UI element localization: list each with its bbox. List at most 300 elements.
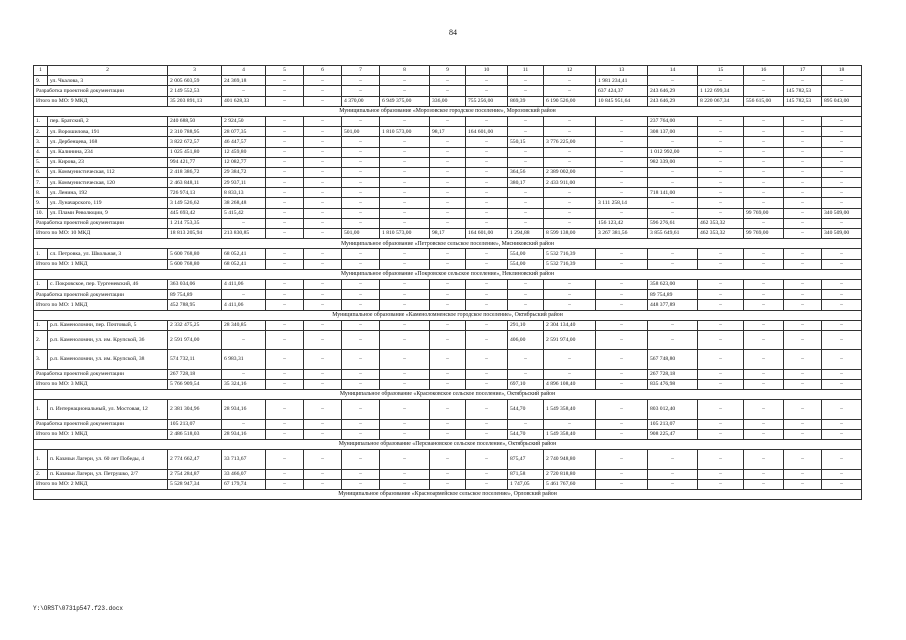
table-cell: 5 600 768,80 bbox=[168, 259, 222, 269]
table-cell: – bbox=[304, 147, 342, 157]
table-cell: 6 190 526,00 bbox=[544, 96, 596, 106]
table-cell: – bbox=[822, 350, 862, 369]
table-cell: – bbox=[222, 419, 266, 429]
table-cell: 567 748,80 bbox=[648, 350, 698, 369]
table-cell: – bbox=[430, 208, 466, 218]
table-cell: – bbox=[784, 188, 822, 198]
table-cell: 2 381 304,96 bbox=[168, 400, 222, 419]
table-cell: – bbox=[304, 350, 342, 369]
table-cell: 2 720 818,80 bbox=[544, 469, 596, 479]
table-cell: – bbox=[304, 469, 342, 479]
summary-row bbox=[34, 96, 862, 106]
table-cell: 12 459,80 bbox=[222, 147, 266, 157]
table-cell: 308 137,00 bbox=[648, 127, 698, 137]
table-cell: – bbox=[744, 76, 784, 86]
table-cell: – bbox=[466, 218, 508, 228]
table-cell: – bbox=[304, 157, 342, 167]
table-cell: – bbox=[266, 116, 304, 126]
table-cell: – bbox=[784, 290, 822, 300]
table-cell: – bbox=[544, 188, 596, 198]
table-cell: – bbox=[304, 86, 342, 96]
column-number: 7 bbox=[342, 66, 380, 76]
column-number: 12 bbox=[544, 66, 596, 76]
table-cell: – bbox=[784, 137, 822, 147]
column-number: 10 bbox=[466, 66, 508, 76]
table-cell: – bbox=[380, 350, 430, 369]
table-cell: – bbox=[266, 147, 304, 157]
column-number: 18 bbox=[822, 66, 862, 76]
summary-row bbox=[34, 259, 862, 269]
table-cell: 68 052,41 bbox=[222, 259, 266, 269]
table-cell: – bbox=[508, 279, 544, 289]
table-cell: – bbox=[266, 198, 304, 208]
table-cell: – bbox=[648, 198, 698, 208]
municipality-title: Муниципальное образование «Покровское сельское поселение», Неклиновский район bbox=[34, 269, 862, 279]
row-number: 1. bbox=[34, 279, 48, 289]
table-cell: – bbox=[342, 116, 380, 126]
table-cell: 145 782,53 bbox=[784, 86, 822, 96]
table-cell: – bbox=[544, 419, 596, 429]
table-cell: 2 433 911,00 bbox=[544, 178, 596, 188]
table-cell: – bbox=[596, 147, 648, 157]
table-cell: – bbox=[744, 137, 784, 147]
table-cell: – bbox=[430, 137, 466, 147]
table-cell: 35 203 891,13 bbox=[168, 96, 222, 106]
table-cell: – bbox=[648, 137, 698, 147]
table-cell: 406,00 bbox=[508, 330, 544, 349]
table-cell: – bbox=[698, 379, 744, 389]
summary-row bbox=[34, 419, 862, 429]
table-cell: – bbox=[822, 188, 862, 198]
table-cell: – bbox=[466, 400, 508, 419]
address-cell: ул. Кирова, 23 bbox=[48, 157, 168, 167]
table-cell: – bbox=[698, 279, 744, 289]
table-cell: – bbox=[430, 450, 466, 469]
column-number: 1 bbox=[34, 66, 48, 76]
table-cell: – bbox=[466, 147, 508, 157]
table-cell: – bbox=[698, 188, 744, 198]
table-cell: – bbox=[380, 290, 430, 300]
table-cell: – bbox=[266, 479, 304, 489]
table-cell: – bbox=[304, 116, 342, 126]
section-row bbox=[34, 106, 862, 116]
table-cell: 637 424,37 bbox=[596, 86, 648, 96]
table-cell: 2 774 662,47 bbox=[168, 450, 222, 469]
table-cell: – bbox=[380, 400, 430, 419]
table-cell: – bbox=[430, 419, 466, 429]
table-cell: – bbox=[744, 167, 784, 177]
table-cell: – bbox=[222, 330, 266, 349]
table-cell: – bbox=[784, 369, 822, 379]
column-number: 11 bbox=[508, 66, 544, 76]
row-number: 4. bbox=[34, 147, 48, 157]
table-cell: – bbox=[430, 86, 466, 96]
summary-label: Разработка проектной документации bbox=[34, 290, 168, 300]
column-number: 16 bbox=[744, 66, 784, 76]
table-cell: – bbox=[822, 300, 862, 310]
table-cell: – bbox=[784, 400, 822, 419]
table-cell: – bbox=[266, 330, 304, 349]
table-cell: – bbox=[822, 147, 862, 157]
table-cell: – bbox=[784, 157, 822, 167]
table-cell: – bbox=[342, 86, 380, 96]
table-cell: – bbox=[222, 369, 266, 379]
table-cell: – bbox=[430, 188, 466, 198]
table-cell: – bbox=[466, 76, 508, 86]
table-cell: – bbox=[544, 147, 596, 157]
table-cell: – bbox=[648, 330, 698, 349]
table-cell: 68 052,41 bbox=[222, 249, 266, 259]
table-cell: – bbox=[822, 450, 862, 469]
table-cell: – bbox=[698, 178, 744, 188]
table-cell: – bbox=[342, 419, 380, 429]
table-cell: – bbox=[784, 198, 822, 208]
table-cell: – bbox=[784, 208, 822, 218]
page-number: 84 bbox=[449, 28, 457, 37]
table-cell: – bbox=[380, 188, 430, 198]
table-cell: – bbox=[596, 249, 648, 259]
table-cell: – bbox=[744, 116, 784, 126]
table-cell: 1 549 358,40 bbox=[544, 400, 596, 419]
table-cell: 1 012 992,00 bbox=[648, 147, 698, 157]
table-cell: – bbox=[544, 76, 596, 86]
table-cell: – bbox=[266, 249, 304, 259]
table-cell: – bbox=[784, 350, 822, 369]
table-cell: – bbox=[508, 157, 544, 167]
table-cell: – bbox=[508, 369, 544, 379]
table-cell: – bbox=[698, 450, 744, 469]
municipality-title: Муниципальное образование «Каменоломненское городское поселение», Октябрьский район bbox=[34, 310, 862, 320]
table-cell: – bbox=[430, 429, 466, 439]
table-cell: – bbox=[698, 259, 744, 269]
table-cell: – bbox=[744, 279, 784, 289]
table-cell: – bbox=[380, 157, 430, 167]
table-row bbox=[34, 469, 862, 479]
table-body bbox=[34, 66, 862, 500]
table-cell: – bbox=[648, 167, 698, 177]
table-cell: 544,70 bbox=[508, 400, 544, 419]
table-cell: 237 764,00 bbox=[648, 116, 698, 126]
table-cell: – bbox=[698, 320, 744, 330]
row-number: 1. bbox=[34, 249, 48, 259]
table-cell: 336,00 bbox=[430, 96, 466, 106]
summary-row bbox=[34, 229, 862, 239]
table-row bbox=[34, 208, 862, 218]
table-cell: – bbox=[648, 320, 698, 330]
table-cell: – bbox=[784, 320, 822, 330]
table-cell: – bbox=[822, 419, 862, 429]
table-cell: – bbox=[744, 369, 784, 379]
table-cell: – bbox=[466, 479, 508, 489]
address-cell: ул. Луначарского, 119 bbox=[48, 198, 168, 208]
table-cell: – bbox=[508, 198, 544, 208]
table-cell: 4 411,06 bbox=[222, 279, 266, 289]
table-cell: – bbox=[380, 167, 430, 177]
table-cell: – bbox=[648, 76, 698, 86]
table-cell: – bbox=[304, 379, 342, 389]
table-cell: – bbox=[430, 320, 466, 330]
address-cell: ул. Плами Революции, 9 bbox=[48, 208, 168, 218]
table-cell: – bbox=[784, 218, 822, 228]
table-cell: – bbox=[266, 400, 304, 419]
table-cell: – bbox=[698, 157, 744, 167]
table-cell: – bbox=[466, 188, 508, 198]
table-cell: 33 713,67 bbox=[222, 450, 266, 469]
table-cell: – bbox=[304, 229, 342, 239]
table-cell: 340 509,00 bbox=[822, 208, 862, 218]
table-cell: – bbox=[430, 350, 466, 369]
table-cell: – bbox=[744, 249, 784, 259]
table-cell: 89 754,89 bbox=[648, 290, 698, 300]
table-cell: – bbox=[380, 300, 430, 310]
table-cell: – bbox=[822, 369, 862, 379]
table-cell: – bbox=[266, 218, 304, 228]
table-cell: 1 025 451,80 bbox=[168, 147, 222, 157]
table-cell: – bbox=[304, 249, 342, 259]
address-cell: п. Казачьи Лагери, ул. 60 лет Победы, 4 bbox=[48, 450, 168, 469]
table-cell: 3 111 258,14 bbox=[596, 198, 648, 208]
table-cell: – bbox=[466, 178, 508, 188]
address-cell: пер. Братский, 2 bbox=[48, 116, 168, 126]
table-cell: 2 740 948,80 bbox=[544, 450, 596, 469]
table-cell: – bbox=[508, 290, 544, 300]
table-cell: – bbox=[380, 76, 430, 86]
table-cell: – bbox=[784, 279, 822, 289]
table-cell: – bbox=[304, 167, 342, 177]
table-cell: – bbox=[698, 300, 744, 310]
table-header-row bbox=[34, 66, 862, 76]
table-cell: – bbox=[466, 279, 508, 289]
table-cell: – bbox=[784, 259, 822, 269]
capital-repair-table bbox=[33, 65, 862, 500]
table-cell: 718 141,00 bbox=[648, 188, 698, 198]
table-cell: 554,00 bbox=[508, 259, 544, 269]
table-cell: – bbox=[744, 320, 784, 330]
table-cell: – bbox=[744, 350, 784, 369]
file-path-footer: Y:\ORST\0731p547.f23.docx bbox=[33, 605, 124, 612]
table-cell: 2 486 518,03 bbox=[168, 429, 222, 439]
table-cell: 501,00 bbox=[342, 127, 380, 137]
summary-label: Итого по МО: 1 МКД bbox=[34, 429, 168, 439]
table-cell: 240 688,50 bbox=[168, 116, 222, 126]
table-cell: 875,47 bbox=[508, 450, 544, 469]
table-cell: – bbox=[266, 290, 304, 300]
table-cell: – bbox=[266, 127, 304, 137]
table-cell: – bbox=[430, 469, 466, 479]
table-cell: – bbox=[596, 157, 648, 167]
table-cell: – bbox=[698, 429, 744, 439]
table-cell: – bbox=[342, 259, 380, 269]
table-cell: – bbox=[430, 178, 466, 188]
table-cell: 6 949 375,00 bbox=[380, 96, 430, 106]
table-cell: – bbox=[430, 76, 466, 86]
table-cell: – bbox=[822, 249, 862, 259]
table-cell: 6 983,31 bbox=[222, 350, 266, 369]
address-cell: ул. Коммунистическая, 120 bbox=[48, 178, 168, 188]
table-cell: – bbox=[466, 86, 508, 96]
table-cell: – bbox=[430, 147, 466, 157]
table-cell: – bbox=[596, 300, 648, 310]
table-cell: 380,17 bbox=[508, 178, 544, 188]
table-cell: – bbox=[698, 127, 744, 137]
table-cell: – bbox=[380, 116, 430, 126]
table-row bbox=[34, 116, 862, 126]
table-cell: 994 421,77 bbox=[168, 157, 222, 167]
table-cell: – bbox=[380, 369, 430, 379]
table-cell: – bbox=[304, 330, 342, 349]
table-cell: 1 294,88 bbox=[508, 229, 544, 239]
table-cell: 5 532 716,39 bbox=[544, 249, 596, 259]
table-cell: 24 369,18 bbox=[222, 76, 266, 86]
table-cell: – bbox=[822, 178, 862, 188]
table-cell: – bbox=[304, 320, 342, 330]
table-cell: – bbox=[342, 137, 380, 147]
table-cell: – bbox=[508, 147, 544, 157]
table-cell: – bbox=[304, 76, 342, 86]
table-cell: – bbox=[266, 429, 304, 439]
table-cell: – bbox=[698, 469, 744, 479]
table-cell: – bbox=[342, 218, 380, 228]
table-cell: – bbox=[508, 350, 544, 369]
table-cell: – bbox=[466, 208, 508, 218]
table-cell: – bbox=[380, 419, 430, 429]
table-cell: 2 591 974,00 bbox=[544, 330, 596, 349]
row-number: 1. bbox=[34, 320, 48, 330]
table-cell: – bbox=[466, 290, 508, 300]
table-cell: – bbox=[596, 479, 648, 489]
table-row bbox=[34, 198, 862, 208]
table-cell: – bbox=[304, 419, 342, 429]
table-cell: – bbox=[744, 178, 784, 188]
table-cell: – bbox=[266, 86, 304, 96]
table-cell: – bbox=[508, 419, 544, 429]
table-cell: 12 082,77 bbox=[222, 157, 266, 167]
table-cell: 4 411,06 bbox=[222, 300, 266, 310]
table-cell: – bbox=[342, 450, 380, 469]
address-cell: р.п. Каменоломни, пер. Почтовый, 5 bbox=[48, 320, 168, 330]
table-cell: 2 005 603,59 bbox=[168, 76, 222, 86]
row-number: 2. bbox=[34, 127, 48, 137]
table-cell: 5 415,42 bbox=[222, 208, 266, 218]
table-cell: – bbox=[822, 379, 862, 389]
table-cell: – bbox=[744, 429, 784, 439]
table-cell: 358 623,00 bbox=[648, 279, 698, 289]
table-cell: – bbox=[744, 300, 784, 310]
table-cell: – bbox=[266, 379, 304, 389]
section-row bbox=[34, 269, 862, 279]
table-row bbox=[34, 137, 862, 147]
table-cell: 67 179,74 bbox=[222, 479, 266, 489]
table-cell: – bbox=[342, 429, 380, 439]
summary-label: Итого по МО: 1 МКД bbox=[34, 259, 168, 269]
row-number: 5. bbox=[34, 157, 48, 167]
table-cell: – bbox=[380, 86, 430, 96]
table-cell: 364,56 bbox=[508, 167, 544, 177]
table-cell: – bbox=[744, 188, 784, 198]
table-cell: – bbox=[596, 178, 648, 188]
summary-label: Итого по МО: 1 МКД bbox=[34, 300, 168, 310]
table-cell: – bbox=[380, 479, 430, 489]
table-cell: 2 924,50 bbox=[222, 116, 266, 126]
table-row bbox=[34, 127, 862, 137]
summary-label: Разработка проектной документации bbox=[34, 86, 168, 96]
table-cell: – bbox=[380, 147, 430, 157]
table-cell: – bbox=[380, 137, 430, 147]
summary-row bbox=[34, 290, 862, 300]
address-cell: р.п. Каменоломни, ул. им. Крупской, 38 bbox=[48, 350, 168, 369]
table-cell: – bbox=[304, 259, 342, 269]
address-cell: ул. Дербенцева, 168 bbox=[48, 137, 168, 147]
table-cell: 5 532 716,39 bbox=[544, 259, 596, 269]
table-cell: – bbox=[466, 137, 508, 147]
table-cell: 908 225,47 bbox=[648, 429, 698, 439]
table-row bbox=[34, 76, 862, 86]
table-cell: – bbox=[304, 178, 342, 188]
section-row bbox=[34, 310, 862, 320]
table-cell: 2 754 284,87 bbox=[168, 469, 222, 479]
table-cell: – bbox=[466, 330, 508, 349]
table-cell: – bbox=[508, 76, 544, 86]
table-cell: – bbox=[342, 198, 380, 208]
table-cell: – bbox=[596, 350, 648, 369]
table-cell: – bbox=[380, 379, 430, 389]
address-cell: ул. Чкалова, 3 bbox=[48, 76, 168, 86]
section-row bbox=[34, 489, 862, 499]
table-cell: 89 754,89 bbox=[168, 290, 222, 300]
municipality-title: Муниципальное образование «Красюковское сельское поселение», Октябрьский район bbox=[34, 390, 862, 400]
summary-label: Итого по МО: 9 МКД bbox=[34, 96, 168, 106]
table-cell: 3 267 381,56 bbox=[596, 229, 648, 239]
table-cell: 8 220 067,34 bbox=[698, 96, 744, 106]
table-cell: 2 418 386,72 bbox=[168, 167, 222, 177]
table-cell: – bbox=[822, 429, 862, 439]
table-cell: – bbox=[784, 469, 822, 479]
table-row bbox=[34, 400, 862, 419]
table-cell: – bbox=[430, 249, 466, 259]
table-cell: – bbox=[744, 290, 784, 300]
column-number: 5 bbox=[266, 66, 304, 76]
table-cell: – bbox=[266, 320, 304, 330]
table-cell: – bbox=[822, 137, 862, 147]
table-cell: 105 213,07 bbox=[648, 419, 698, 429]
table-cell: – bbox=[266, 137, 304, 147]
summary-label: Разработка проектной документации bbox=[34, 218, 168, 228]
row-number: 3. bbox=[34, 350, 48, 369]
address-cell: ул. Ворошилова, 191 bbox=[48, 127, 168, 137]
table-cell: 2 389 002,00 bbox=[544, 167, 596, 177]
table-cell: – bbox=[596, 259, 648, 269]
table-cell: – bbox=[342, 167, 380, 177]
table-cell: – bbox=[784, 330, 822, 349]
table-cell: – bbox=[744, 218, 784, 228]
table-cell: – bbox=[380, 249, 430, 259]
table-cell: – bbox=[784, 249, 822, 259]
table-cell: – bbox=[266, 419, 304, 429]
table-cell: – bbox=[744, 479, 784, 489]
table-cell: 5 766 909,54 bbox=[168, 379, 222, 389]
summary-row bbox=[34, 479, 862, 489]
table-cell: 726 974,13 bbox=[168, 188, 222, 198]
table-cell: – bbox=[596, 127, 648, 137]
table-cell: – bbox=[342, 290, 380, 300]
table-cell: – bbox=[544, 208, 596, 218]
column-number: 13 bbox=[596, 66, 648, 76]
table-cell: 550,15 bbox=[508, 137, 544, 147]
row-number: 10. bbox=[34, 208, 48, 218]
table-cell: 291,10 bbox=[508, 320, 544, 330]
table-cell: – bbox=[266, 188, 304, 198]
table-cell: – bbox=[266, 96, 304, 106]
